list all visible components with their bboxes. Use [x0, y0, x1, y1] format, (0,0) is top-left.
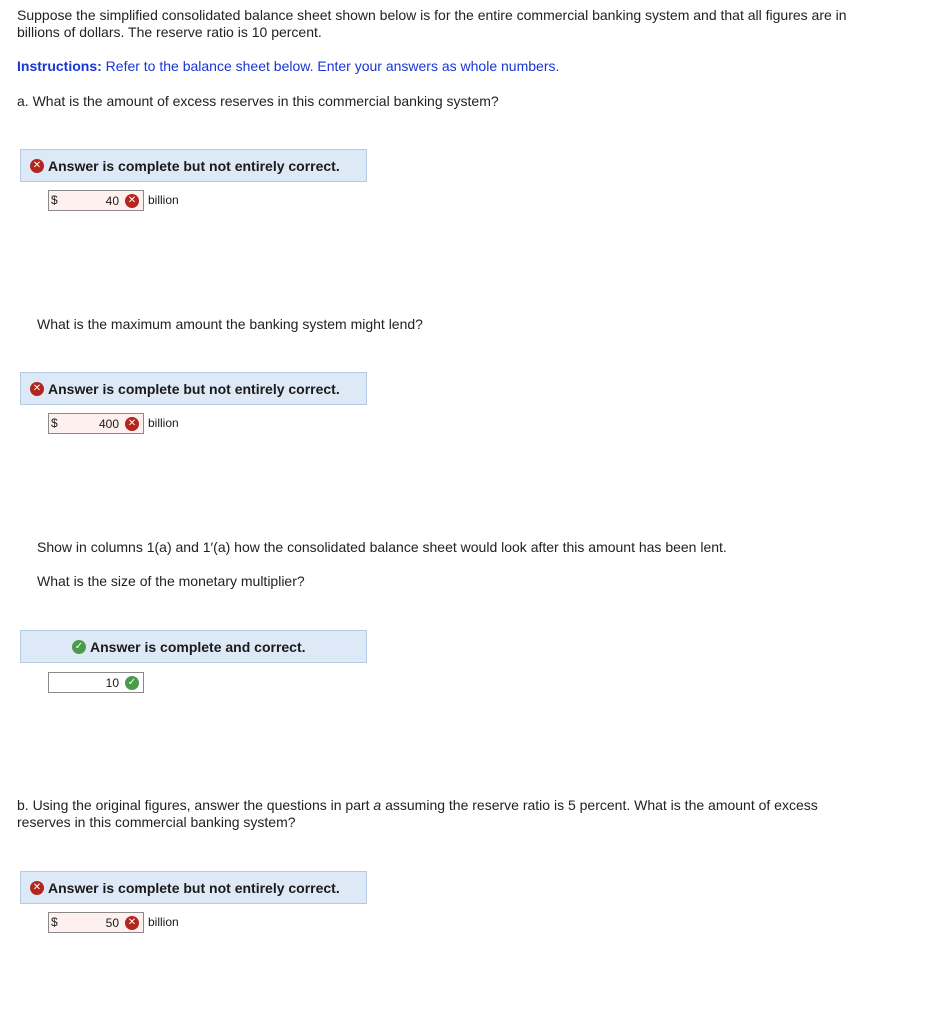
- problem-statement-line-1: Suppose the simplified consolidated balance sheet shown below is for the entire commercial banking system and that all figures are in: [17, 7, 847, 23]
- question-b-excess: [17, 797, 917, 831]
- answer-row-excess: [48, 189, 179, 211]
- problem-statement-line-2: billions of dollars. The reserve ratio is 10 percent.: [17, 24, 322, 40]
- currency-symbol: $: [51, 914, 58, 929]
- x-circle-icon: ✕: [30, 881, 44, 895]
- feedback-text: Answer is complete but not entirely correct.: [48, 157, 340, 174]
- feedback-banner-incorrect: [20, 871, 367, 904]
- answer-value: 10: [105, 675, 119, 690]
- question-b-line-1: [17, 797, 917, 814]
- question-max-lend: What is the maximum amount the banking system might lend?: [37, 316, 423, 332]
- check-circle-icon: ✓: [125, 676, 139, 690]
- x-circle-icon: ✕: [125, 916, 139, 930]
- x-circle-icon: ✕: [125, 417, 139, 431]
- question-b-italic: a: [373, 797, 382, 813]
- answer-input-multiplier[interactable]: [48, 672, 144, 693]
- question-a-excess: a. What is the amount of excess reserves in this commercial banking system?: [17, 93, 499, 109]
- answer-value: 400: [98, 416, 119, 431]
- answer-row-b-excess: [48, 911, 179, 933]
- unit-label: billion: [148, 915, 179, 929]
- question-b-line-2: reserves in this commercial banking system?: [17, 814, 296, 830]
- instructions: [17, 58, 559, 74]
- instructions-label: Instructions:: [17, 58, 102, 74]
- currency-symbol: $: [51, 415, 58, 430]
- x-circle-icon: ✕: [125, 194, 139, 208]
- question-b-text: assuming the reserve ratio is 5 percent. What is the amount of excess: [381, 797, 818, 813]
- answer-input-excess[interactable]: [48, 190, 144, 211]
- feedback-banner-correct: [20, 630, 367, 663]
- feedback-banner-incorrect: [20, 149, 367, 182]
- question-b-text: b. Using the original figures, answer the questions in part: [17, 797, 374, 813]
- answer-value: 50: [105, 915, 119, 930]
- instructions-text: Refer to the balance sheet below. Enter your answers as whole numbers.: [105, 58, 560, 74]
- x-circle-icon: ✕: [30, 159, 44, 173]
- feedback-banner-incorrect: [20, 372, 367, 405]
- question-show-columns: Show in columns 1(a) and 1′(a) how the consolidated balance sheet would look after this amount has been lent.: [37, 539, 727, 555]
- check-circle-icon: ✓: [72, 640, 86, 654]
- feedback-text: Answer is complete but not entirely correct.: [48, 380, 340, 397]
- x-circle-icon: ✕: [30, 382, 44, 396]
- unit-label: billion: [148, 416, 179, 430]
- currency-symbol: $: [51, 192, 58, 207]
- answer-input-b-excess[interactable]: [48, 912, 144, 933]
- question-multiplier: What is the size of the monetary multiplier?: [37, 573, 305, 589]
- answer-row-lend: [48, 412, 179, 434]
- feedback-text: Answer is complete and correct.: [90, 638, 306, 655]
- answer-row-multiplier: [48, 671, 144, 693]
- problem-statement: [17, 7, 922, 41]
- feedback-text: Answer is complete but not entirely correct.: [48, 879, 340, 896]
- answer-input-lend[interactable]: [48, 413, 144, 434]
- unit-label: billion: [148, 193, 179, 207]
- answer-value: 40: [105, 193, 119, 208]
